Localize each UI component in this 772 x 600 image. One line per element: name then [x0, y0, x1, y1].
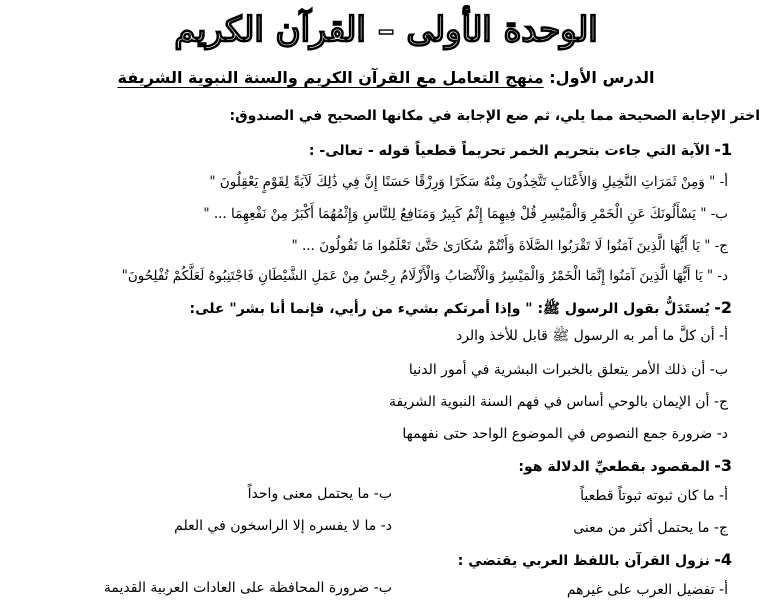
question-3	[12, 456, 732, 477]
question-3-option-c: ج- ما يحتمل أكثر من معنى	[573, 520, 728, 536]
question-3-option-d: د- ما لا يفسره إلا الراسخون في العلم	[174, 518, 392, 534]
unit-title: الوحدة الأولى – القرآن الكريم	[174, 10, 598, 50]
question-1-text: الآية التي جاءت بتحريم الخمر تحريماً قطعياً قوله - تعالى- :	[308, 143, 710, 159]
question-2	[12, 298, 732, 319]
question-4-number: 4-	[714, 550, 732, 569]
question-2-option-a: أ- أن كلَّ ما أمر به الرسول ﷺ قابل للأخذ والرد	[455, 328, 728, 344]
question-1	[12, 140, 732, 161]
instructions: اختر الإجابة الصحيحة مما يلي، ثم ضع الإجابة في مكانها الصحيح في الصندوق:	[229, 108, 760, 124]
question-3-number: 3-	[714, 456, 732, 475]
question-4-option-a: أ- تفضيل العرب على غيرهم	[566, 582, 728, 598]
question-3-text: المقصود بقطعيِّ الدلالة هو:	[518, 459, 710, 475]
lesson-title	[0, 68, 772, 87]
question-2-option-b: ب- أن ذلك الأمر يتعلق بالخبرات البشرية في أمور الدنيا	[408, 362, 728, 378]
lesson-name: منهج التعامل مع القرآن الكريم والسنة النبوية الشريفة	[117, 68, 544, 87]
question-4	[12, 550, 732, 571]
question-2-number: 2-	[714, 298, 732, 317]
lesson-prefix: الدرس الأول:	[549, 68, 655, 87]
question-4-text: نزول القرآن باللفظ العربي يقتضي :	[457, 553, 710, 569]
question-2-option-c: ج- أن الإيمان بالوحي أساس في فهم السنة النبوية الشريفة	[389, 394, 728, 410]
question-3-option-a: أ- ما كان ثبوته ثبوتاً قطعياً	[580, 488, 728, 504]
question-2-text: يُستَدَلُّ بقول الرسول ﷺ: " وإذا أمرتكم بشيء من رأيي، فإنما أنا بشر" على:	[189, 301, 710, 317]
question-4-option-b: ب- ضرورة المحافظة على العادات العربية القديمة	[103, 580, 392, 596]
question-2-option-d: د- ضرورة جمع النصوص في الموضوع الواحد حتى نفهمها	[402, 426, 728, 442]
question-1-option-c: ج- " يَا أَيُّهَا الَّذِينَ آمَنُوا لَا تَقْرَبُوا الصَّلَاةَ وَأَنْتُمْ سُكَارَىٰ حَتَّىٰ تَعْلَمُوا مَا تَقُولُونَ ... "	[291, 238, 728, 254]
question-3-option-b: ب- ما يحتمل معنى واحداً	[247, 486, 392, 502]
question-1-option-a: أ- " وَمِنْ ثَمَرَاتِ النَّخِيلِ وَالأَعْنَابِ تَتَّخِذُونَ مِنْهُ سَكَرًا وَرِزْقًا حَسَنًا إِنَّ فِي ذَٰلِكَ لَآيَةً لِقَوْمٍ يَعْقِلُونَ "	[209, 174, 728, 190]
question-1-number: 1-	[714, 140, 732, 159]
question-1-option-d: د- " يَا أَيُّهَا الَّذِينَ آمَنُوا إِنَّمَا الْخَمْرُ وَالْمَيْسِرُ وَالْأَنْصَابُ وَالْأَزْلَامُ رِجْسٌ مِنْ عَمَلِ الشَّيْطَانِ فَاجْتَنِبُوهُ لَعَلَّكُمْ تُفْلِحُونَ"	[121, 268, 728, 284]
question-1-option-b: ب- " يَسْأَلُونَكَ عَنِ الْخَمْرِ وَالْمَيْسِرِ قُلْ فِيهِمَا إِثْمٌ كَبِيرٌ وَمَنَافِعُ لِلنَّاسِ وَإِثْمُهُمَا أَكْبَرُ مِنْ نَفْعِهِمَا ... "	[203, 206, 728, 222]
